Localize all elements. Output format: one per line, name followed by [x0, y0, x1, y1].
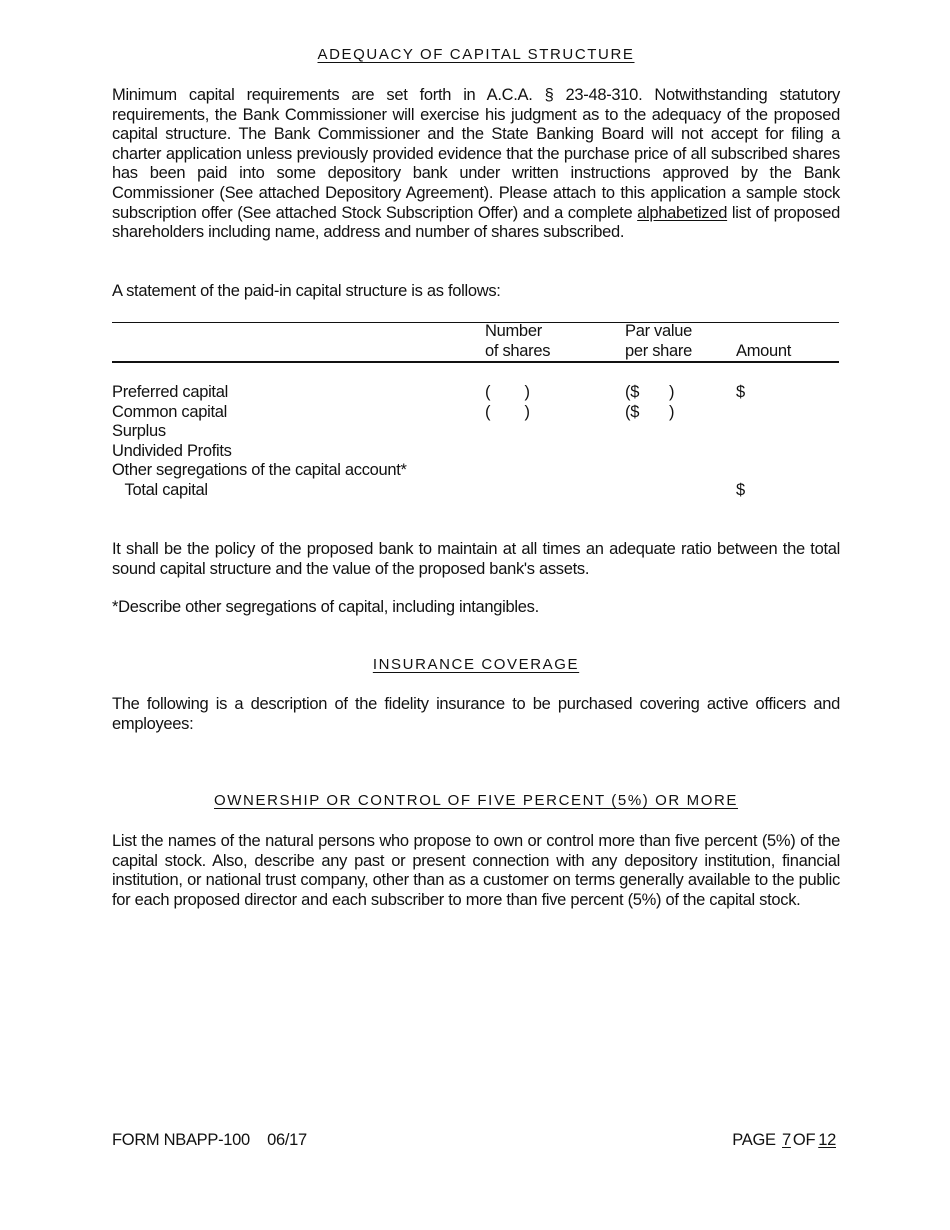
- header-number: Number: [485, 322, 542, 340]
- capital-ratio-policy: It shall be the policy of the proposed bank to maintain at all times an adequate ratio between the total sound capital structure and the value of the proposed bank's assets.: [112, 540, 840, 578]
- row-label: Undivided Profits: [112, 441, 232, 460]
- row-amount: $: [736, 383, 745, 401]
- page-label: PAGE: [732, 1131, 776, 1149]
- row-par: ($ ): [625, 383, 675, 401]
- heading-ownership-control: OWNERSHIP OR CONTROL OF FIVE PERCENT (5%) OR MORE: [214, 792, 738, 809]
- row-amount: $: [736, 481, 745, 499]
- capital-requirements-paragraph: [112, 86, 840, 243]
- row-label: Common capital: [112, 402, 228, 421]
- row-label: Preferred capital: [112, 383, 228, 401]
- of-label: OF: [792, 1131, 816, 1149]
- header-par-value: Par value: [625, 322, 693, 340]
- alphabetized-emphasis: alphabetized: [637, 203, 728, 222]
- footer-page-number: [732, 1130, 839, 1150]
- page-total: 12: [818, 1131, 836, 1149]
- capital-statement-intro: A statement of the paid-in capital structure is as follows:: [112, 282, 501, 300]
- table-row: [0, 422, 950, 442]
- row-shares: ( ): [485, 402, 530, 421]
- row-label: Surplus: [112, 422, 166, 441]
- capital-requirements-text: Minimum capital requirements are set forth in A.C.A. § 23-48-310. Notwithstanding statutory requirements, the Bank Commissioner will exercise his judgment as to the adequacy of the proposed capital structure. The Bank Commissioner and the State Banking Board will not accept for filing a charter application unless previously provided evidence that the purchase price of all subscribed shares has been paid into some depository bank under written instructions approved by the Bank Commissioner (See attached Depository Agreement). Please attach to this application a sample stock subscription offer (See attached Stock Subscription Offer) and a complete: [112, 86, 840, 222]
- page-current: 7: [782, 1131, 791, 1149]
- row-label: Other segregations of the capital account*: [112, 461, 407, 480]
- header-per-share: per share: [625, 342, 693, 360]
- table-header-rule: [112, 361, 839, 363]
- form-date: 06/17: [267, 1131, 307, 1149]
- insurance-paragraph: The following is a description of the fidelity insurance to be purchased covering active officers and employees:: [112, 695, 840, 733]
- footer-form-id: [112, 1130, 307, 1150]
- ownership-paragraph: List the names of the natural persons who propose to own or control more than five percent (5%) of the capital stock. Also, describe any past or present connection with any depository institution, financial institution, or national trust company, other than as a customer on terms generally available to the public for each proposed director and each subscriber to more than five percent (5%) of the capital stock.: [112, 832, 840, 909]
- table-row: [0, 442, 950, 462]
- capital-requirements-text-end: list of proposed shareholders including name, address and number of shares subscribed.: [112, 203, 841, 242]
- table-row: [0, 481, 950, 501]
- table-row: [0, 403, 950, 423]
- form-number: FORM NBAPP-100: [112, 1131, 250, 1149]
- table-top-rule: [112, 322, 839, 323]
- row-shares: ( ): [485, 383, 530, 401]
- heading-adequacy-of-capital-structure: ADEQUACY OF CAPITAL STRUCTURE: [317, 46, 635, 63]
- header-of-shares: of shares: [485, 342, 551, 360]
- heading-insurance-coverage: INSURANCE COVERAGE: [372, 656, 580, 673]
- row-par: ($ ): [625, 402, 675, 421]
- table-row: [0, 383, 950, 403]
- row-label-total: Total capital: [112, 481, 208, 499]
- capital-footnote: *Describe other segregations of capital, including intangibles.: [112, 598, 539, 616]
- table-row: [0, 461, 950, 481]
- header-amount: Amount: [736, 342, 792, 360]
